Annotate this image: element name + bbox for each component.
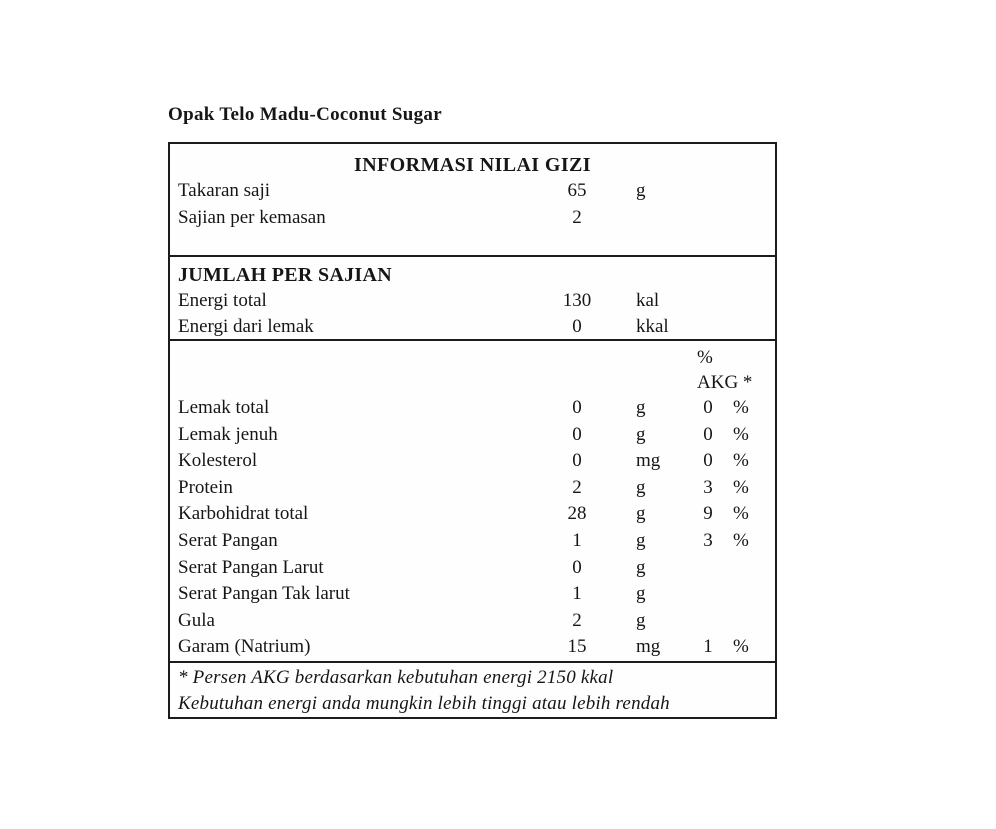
- row-pct: %: [733, 636, 749, 658]
- row-pct: [730, 581, 775, 608]
- row-pct: %: [733, 423, 749, 445]
- nutrient-row: [170, 422, 775, 449]
- row-pct: [730, 314, 775, 340]
- row-pct: %: [733, 476, 749, 498]
- row-label: Energi total: [178, 290, 267, 311]
- row-value: 65: [567, 180, 587, 201]
- row-pct: %: [733, 529, 749, 551]
- row-unit: g: [636, 423, 646, 445]
- row-unit: mg: [636, 636, 661, 658]
- row-label: Serat Pangan Tak larut: [178, 583, 350, 605]
- row-value: 0: [572, 316, 582, 337]
- row-pct: %: [733, 397, 749, 418]
- akg-column-header: [697, 343, 775, 395]
- row-unit: g: [636, 556, 646, 578]
- akg-header-line2: AKG *: [697, 372, 753, 393]
- row-unit: g: [636, 476, 646, 498]
- row-pct: [730, 204, 775, 231]
- nutrient-row: [170, 475, 775, 502]
- row-pct: [730, 288, 775, 314]
- row-label: Serat Pangan Larut: [178, 556, 324, 578]
- row-value: 15: [567, 636, 587, 658]
- per-serving-heading: JUMLAH PER SAJIAN: [178, 264, 392, 286]
- row-akg: 1: [703, 636, 713, 658]
- row-akg: [686, 555, 730, 582]
- row-pct: %: [733, 503, 749, 525]
- row-unit: [604, 204, 686, 231]
- row-label: Kolesterol: [178, 450, 258, 472]
- row-akg: [686, 581, 730, 608]
- footnote-energy-needs: Kebutuhan energi anda mungkin lebih tinggi atau lebih rendah: [178, 693, 670, 714]
- nutrient-row: [170, 555, 775, 582]
- row-value: 0: [572, 450, 582, 472]
- row-label: Serat Pangan: [178, 529, 278, 551]
- row-akg: 0: [703, 397, 713, 418]
- serving-section: [170, 144, 775, 257]
- row-label: Sajian per kemasan: [178, 207, 326, 228]
- row-akg: [686, 177, 730, 204]
- akg-header-line1: %: [697, 347, 713, 368]
- row-label: Lemak total: [178, 397, 270, 418]
- row-akg: 3: [703, 476, 713, 498]
- row-label: Energi dari lemak: [178, 316, 314, 337]
- row-unit: g: [636, 583, 646, 605]
- row-akg: [686, 204, 730, 231]
- row-akg: 9: [703, 503, 713, 525]
- row-value: 0: [572, 397, 582, 418]
- row-unit: g: [636, 529, 646, 551]
- serving-row: [170, 204, 775, 231]
- row-akg: [686, 608, 730, 635]
- nutrient-row: [170, 608, 775, 635]
- row-pct: [730, 608, 775, 635]
- row-value: 2: [572, 476, 582, 498]
- row-value: 28: [567, 503, 587, 525]
- nutrient-row: [170, 634, 775, 661]
- row-label: Lemak jenuh: [178, 423, 278, 445]
- nutrition-facts-table: [168, 142, 777, 719]
- product-title: Opak Telo Madu-Coconut Sugar: [168, 104, 442, 125]
- row-label: Gula: [178, 609, 215, 631]
- row-value: 2: [572, 609, 582, 631]
- nutrients-section: [170, 341, 775, 663]
- row-label: Protein: [178, 476, 233, 498]
- row-label: Garam (Natrium): [178, 636, 311, 658]
- row-unit: mg: [636, 450, 661, 472]
- nutrient-row: [170, 395, 775, 422]
- row-value: 130: [562, 290, 592, 311]
- row-pct: [730, 177, 775, 204]
- energy-row: [170, 314, 775, 340]
- nutrient-row: [170, 448, 775, 475]
- row-value: 0: [572, 423, 582, 445]
- row-unit: kal: [636, 290, 660, 311]
- row-akg: 0: [703, 450, 713, 472]
- row-value: 0: [572, 556, 582, 578]
- row-value: 1: [572, 529, 582, 551]
- row-label: Karbohidrat total: [178, 503, 309, 525]
- row-unit: kkal: [636, 316, 669, 337]
- row-unit: g: [636, 180, 646, 201]
- row-value: 1: [572, 583, 582, 605]
- row-label: Takaran saji: [178, 180, 271, 201]
- row-akg: [686, 288, 730, 314]
- row-unit: g: [636, 503, 646, 525]
- row-unit: g: [636, 609, 646, 631]
- footnote-akg-basis: * Persen AKG berdasarkan kebutuhan energi 2150 kkal: [178, 667, 614, 688]
- row-akg: 3: [703, 529, 713, 551]
- nutrient-row: [170, 528, 775, 555]
- table-title: INFORMASI NILAI GIZI: [354, 154, 591, 176]
- row-unit: g: [636, 397, 646, 418]
- footnote-section: [170, 663, 775, 715]
- nutrient-row: [170, 581, 775, 608]
- row-pct: [730, 555, 775, 582]
- row-pct: %: [733, 450, 749, 472]
- row-akg: [686, 314, 730, 340]
- row-value: 2: [572, 207, 582, 228]
- serving-row: [170, 177, 775, 204]
- nutrient-row: [170, 501, 775, 528]
- per-serving-section: [170, 257, 775, 341]
- energy-row: [170, 288, 775, 314]
- row-akg: 0: [703, 423, 713, 445]
